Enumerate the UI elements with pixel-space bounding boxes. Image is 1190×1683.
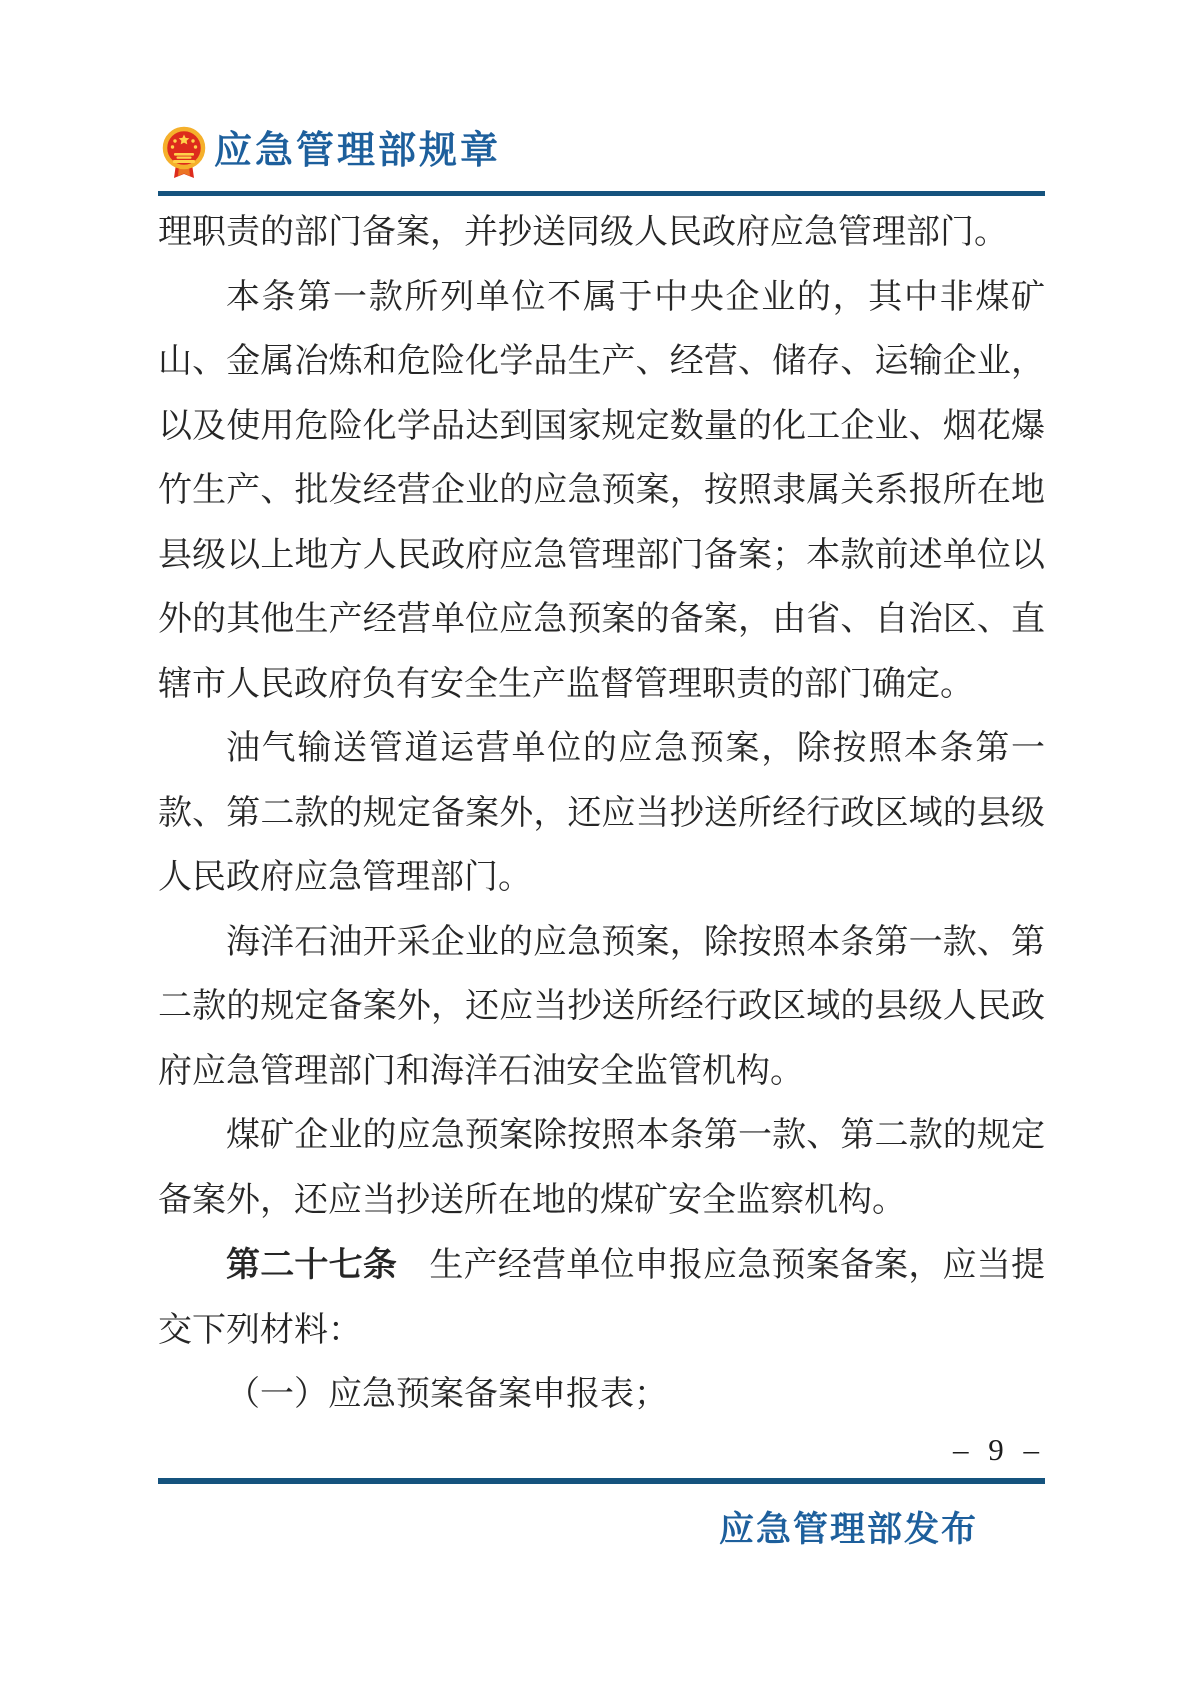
body-paragraph [158, 1363, 1045, 1428]
paragraph-text: 油气输送管道运营单位的应急预案，除按照本条第一款、第二款的规定备案外，还应当抄送所经行政区域的县级人民政府应急管理部门。 [158, 730, 1045, 896]
paragraph-text: 理职责的部门备案，并抄送同级人民政府应急管理部门。 [158, 214, 1008, 251]
body-paragraph [158, 911, 1045, 1105]
footer-rule [158, 1478, 1045, 1484]
paragraph-text: （一）应急预案备案申报表； [226, 1376, 668, 1413]
article-number-label: 第二十七条 [226, 1246, 398, 1284]
body-paragraph [158, 201, 1045, 266]
paragraph-text: 煤矿企业的应急预案除按照本条第一款、第二款的规定备案外，还应当抄送所在地的煤矿安全监察机构。 [158, 1117, 1045, 1219]
body-paragraph [158, 1233, 1045, 1363]
paragraph-text: 海洋石油开采企业的应急预案，除按照本条第一款、第二款的规定备案外，还应当抄送所经行政区域的县级人民政府应急管理部门和海洋石油安全监管机构。 [158, 923, 1045, 1090]
header-rule [158, 191, 1045, 196]
body-paragraph [158, 266, 1045, 718]
national-emblem-icon [160, 126, 208, 182]
page-title: 应急管理部规章 [214, 130, 502, 172]
document-body [158, 201, 1045, 1428]
paragraph-text: 生产经营单位申报应急预案备案，应当提交下列材料： [158, 1247, 1046, 1349]
page-number: – 9 – [953, 1432, 1045, 1467]
body-paragraph [158, 1104, 1045, 1233]
paragraph-text: 本条第一款所列单位不属于中央企业的，其中非煤矿山、金属冶炼和危险化学品生产、经营、储存、运输企业，以及使用危险化学品达到国家规定数量的化工企业、烟花爆竹生产、批发经营企业的应急预案，按照隶属关系报所在地县级以上地方人民政府应急管理部门备案；本款前述单位以外的其他生产经营单位应急预案的备案，由省、自治区、直辖市人民政府负有安全生产监督管理职责的部门确定。 [158, 278, 1045, 703]
publisher-label: 应急管理部发布 [718, 1510, 978, 1549]
body-paragraph [158, 717, 1045, 911]
